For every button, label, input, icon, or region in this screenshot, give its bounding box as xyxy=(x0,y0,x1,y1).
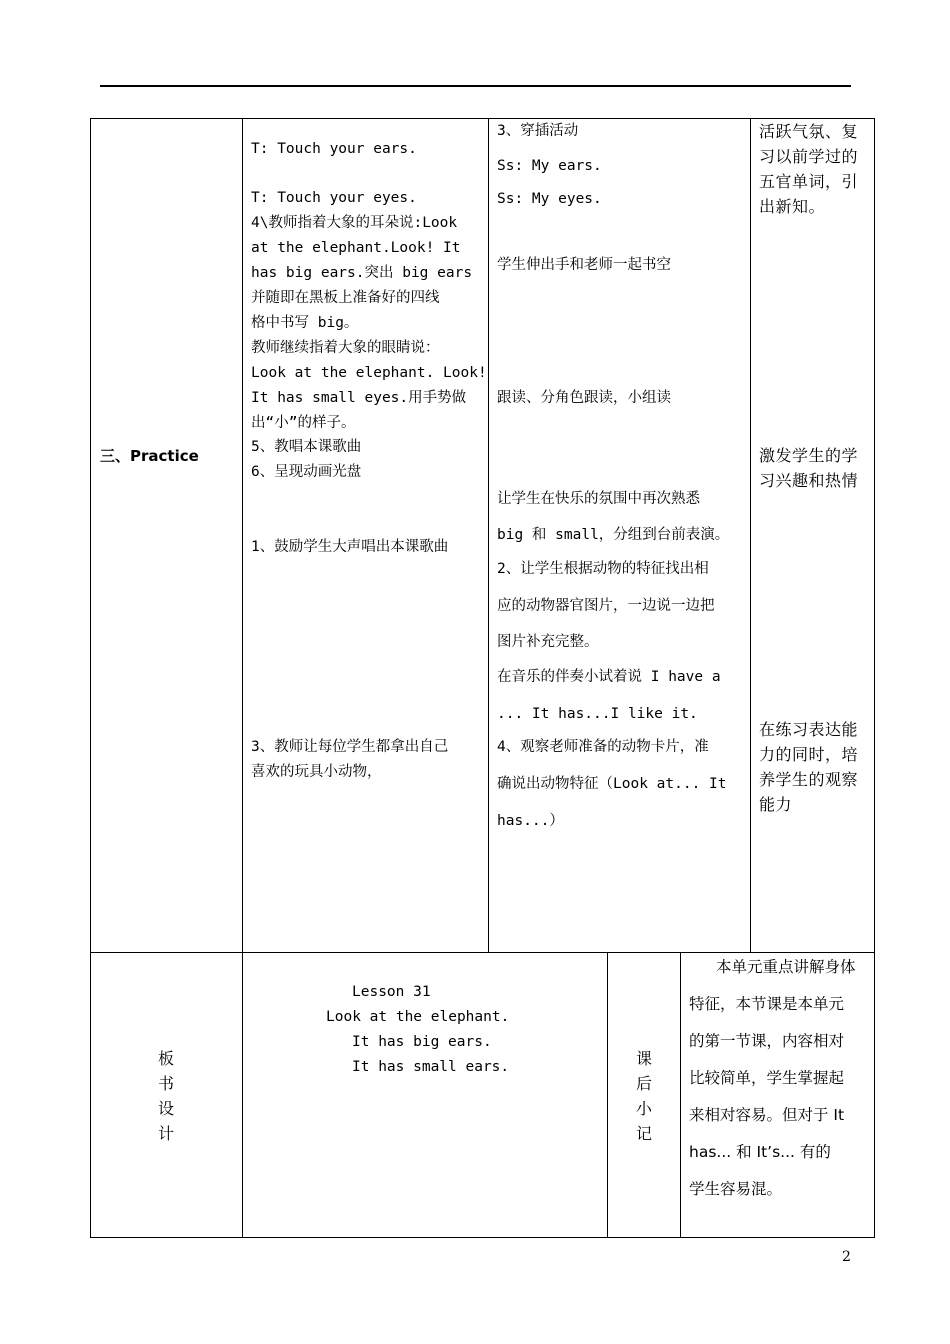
teacher-line: 6、呈现动画光盘 xyxy=(251,464,362,480)
purpose-note: 激发学生的学 习兴趣和热情 xyxy=(759,446,859,490)
col-divider-reflection-label xyxy=(680,952,681,1238)
student-line: big 和 small，分组到台前表演。 xyxy=(497,527,730,543)
student-line: Ss: My eyes. xyxy=(497,191,602,207)
student-line: 图片补充完整。 xyxy=(497,634,599,650)
page-number: 2 xyxy=(842,1249,851,1265)
board-line: It has small ears. xyxy=(352,1059,510,1075)
teacher-line: T: Touch your ears. xyxy=(251,141,417,157)
teacher-line: has big ears.突出 big ears xyxy=(251,265,473,281)
teacher-line: 1、鼓励学生大声唱出本课歌曲 xyxy=(251,539,449,555)
student-line: 学生伸出手和老师一起书空 xyxy=(497,257,671,273)
purpose-note: 活跃气氛、复 习以前学过的 五官单词，引 出新知。 xyxy=(759,122,859,216)
board-line: It has big ears. xyxy=(352,1034,492,1050)
student-line: has...） xyxy=(497,813,564,829)
teacher-line: 喜欢的玩具小动物， xyxy=(251,764,382,780)
board-line: Lesson 31 xyxy=(352,984,431,1000)
teacher-line: 5、教唱本课歌曲 xyxy=(251,439,362,455)
board-design-label: 板 书 设 计 xyxy=(157,1049,174,1143)
student-line: 确说出动物特征（Look at... It xyxy=(497,776,727,792)
col-divider-teacher xyxy=(488,118,489,953)
stage-label: 三、Practice xyxy=(100,447,199,465)
col-divider-board xyxy=(607,952,608,1238)
reflection-label: 课 后 小 记 xyxy=(635,1049,652,1143)
teacher-line: 3、教师让每位学生都拿出自己 xyxy=(251,739,449,755)
board-line: Look at the elephant. xyxy=(326,1009,510,1025)
teacher-line: It has small eyes.用手势做 xyxy=(251,390,467,406)
table-left-border xyxy=(90,118,91,1238)
student-line: Ss: My ears. xyxy=(497,158,602,174)
teacher-line: 教师继续指着大象的眼睛说： xyxy=(251,340,440,356)
table-right-border xyxy=(874,118,875,1238)
table-top-border xyxy=(90,118,875,119)
student-line: ... It has...I like it. xyxy=(497,706,698,722)
teacher-line: 出“小”的样子。 xyxy=(251,415,356,431)
student-line: 3、穿插活动 xyxy=(497,123,579,139)
col-divider-student xyxy=(750,118,751,953)
teacher-line: 格中书写 big。 xyxy=(251,315,359,331)
teacher-line: T: Touch your eyes. xyxy=(251,190,417,206)
table-bottom-border xyxy=(90,1237,875,1238)
student-line: 在音乐的伴奏小试着说 I have a xyxy=(497,669,721,685)
student-line: 4、观察老师准备的动物卡片，准 xyxy=(497,739,709,755)
reflection-text: 本单元重点讲解身体 特征，本节课是本单元 的第一节课，内容相对 比较简单，学生掌握起 来相对容易。但对于 It has... 和 It’s... 有的 学生容易混。 xyxy=(689,958,856,1198)
teacher-line: at the elephant.Look! It xyxy=(251,240,461,256)
teacher-line: 并随即在黑板上准备好的四线 xyxy=(251,290,440,306)
student-line: 跟读、分角色跟读，小组读 xyxy=(497,390,671,406)
header-rule xyxy=(100,85,851,87)
student-line: 让学生在快乐的氛围中再次熟悉 xyxy=(497,491,700,507)
purpose-note: 在练习表达能 力的同时，培 养学生的观察 能力 xyxy=(759,720,859,814)
teacher-line: 4\教师指着大象的耳朵说:Look xyxy=(251,215,458,231)
col-divider-stage xyxy=(242,118,243,1238)
student-line: 应的动物器官图片，一边说一边把 xyxy=(497,598,715,614)
teacher-line: Look at the elephant. Look! xyxy=(251,365,487,381)
student-line: 2、让学生根据动物的特征找出相 xyxy=(497,561,709,577)
